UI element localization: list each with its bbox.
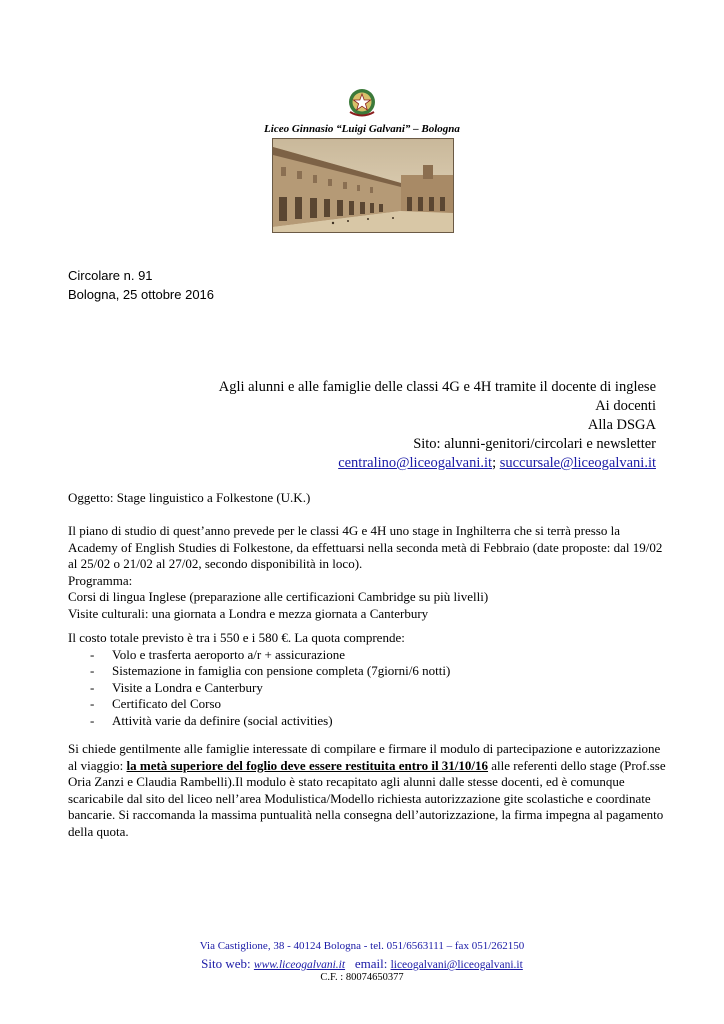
footer-email-link[interactable]: liceogalvani@liceogalvani.it: [390, 959, 523, 971]
instructions-text-start: Si chiede gentilmente alle famiglie interessate di compilare e firmare il modulo di partecipazione e autorizzazione al viaggio:: [68, 741, 661, 773]
tax-code: C.F. : 80074650377: [320, 972, 404, 983]
list-item: - Sistemazione in famiglia con pensione completa (7giorni/6 notti): [68, 663, 668, 680]
school-name: Liceo Ginnasio “Luigi Galvani” – Bologna: [264, 123, 460, 135]
recipient-line: Agli alunni e alle famiglie delle classi 4G e 4H tramite il docente di inglese: [218, 379, 656, 395]
programma-heading: Programma:: [68, 572, 133, 588]
program-line-courses: Corsi di lingua Inglese (preparazione alle certificazioni Cambridge su più livelli): [68, 589, 489, 604]
program-line-visits: Visite culturali: una giornata a Londra e mezza giornata a Canterbury: [68, 605, 429, 621]
recipient-emails: [219, 454, 656, 473]
email-separator: ;: [492, 455, 500, 471]
cost-text: Il costo totale previsto è tra i 550 e i 580 €. La quota comprende:: [68, 630, 405, 645]
list-item: - Visite a Londra e Canterbury: [68, 680, 668, 697]
footer-contacts: [0, 956, 724, 972]
recipient-line: Alla DSGA: [587, 417, 656, 433]
intro-paragraph: [68, 523, 668, 622]
document-date: Bologna, 25 ottobre 2016: [68, 287, 215, 302]
instructions-paragraph: [68, 741, 668, 840]
recipient-line: Sito: alunni-genitori/circolari e newsletter: [413, 436, 656, 452]
cost-section: [68, 630, 668, 729]
footer-address: Via Castiglione, 38 - 40124 Bologna - tel. 051/6563111 – fax 051/262150: [199, 940, 525, 952]
list-item: - Certificato del Corso: [68, 696, 668, 713]
subject-line: Oggetto: Stage linguistico a Folkestone (U.K.): [68, 490, 311, 505]
recipients-block: [219, 378, 656, 473]
succursale-email-link[interactable]: succursale@liceogalvani.it: [499, 455, 656, 471]
email-label: email:: [345, 956, 391, 971]
intro-text: Il piano di studio di quest’anno prevede per le classi 4G e 4H uno stage in Inghilterra che si terrà presso la Academy of English Studies di Folkestone, da effettuarsi nella seconda metà di Febbraio (date proposte: dal 19/02 al 25/02 o 21/02 al 27/02, secondo disponibilità in loco).: [68, 523, 663, 571]
included-items-list: [68, 647, 668, 730]
website-link[interactable]: www.liceogalvani.it: [253, 959, 346, 971]
list-item: - Volo e trasferta aeroporto a/r + assicurazione: [68, 647, 668, 664]
list-item: - Attività varie da definire (social activities): [68, 713, 668, 730]
recipient-line: Ai docenti: [595, 398, 656, 414]
school-courtyard-engraving-icon: [272, 138, 454, 233]
centralino-email-link[interactable]: centralino@liceogalvani.it: [338, 455, 493, 471]
circolare-number: Circolare n. 91: [68, 268, 153, 283]
italian-republic-emblem-icon: [344, 86, 380, 118]
deadline-emphasis: la metà superiore del foglio deve essere restituita entro il 31/10/16: [126, 757, 489, 773]
instructions-text-end: alle referenti dello stage (Prof.sse Oria Zanzi e Claudia Rambelli).Il modulo è stato recapitato agli alunni dalle stesse docenti, ed è comunque scaricabile dal sito del liceo nell’area Modulistica/Modello richiesta autorizzazione gite scolastiche e coordinate bancarie. Si raccomanda la massima puntualità nella consegna dell’autorizzazione, la firma impegna al pagamento della quota.: [68, 757, 666, 839]
site-label: Sito web:: [201, 956, 254, 971]
